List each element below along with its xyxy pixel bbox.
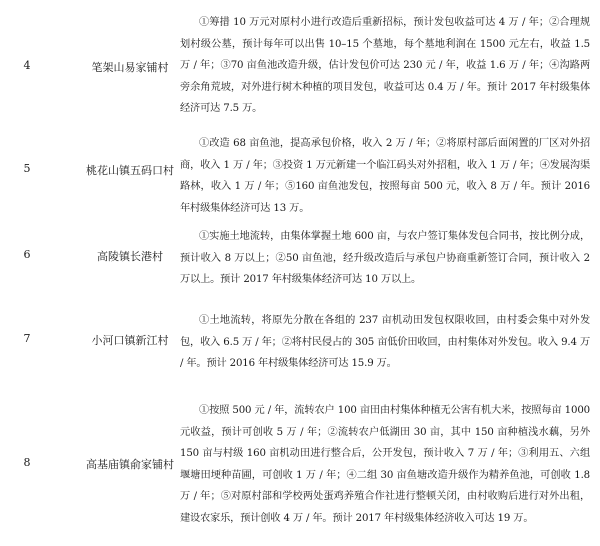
row-number: 6 bbox=[23, 248, 31, 261]
table-row bbox=[0, 222, 600, 306]
row-number: 4 bbox=[23, 59, 31, 72]
table-row bbox=[0, 0, 600, 128]
village-name: 桃花山镇五码口村 bbox=[86, 164, 174, 177]
measures-description: ①土地流转，将原先分散在各组的 237 亩机动田发包权限收回，由村委会集中对外发包，收入 6.5 万 / 年；②将村民侵占的 305 亩低价田收回，由村集体对外发包。收入 9.4 万 / 年。预计 2016 年村级集体经济可达 15.9 万。 bbox=[180, 315, 590, 370]
table-row bbox=[0, 400, 600, 546]
measures-description: ①改造 68 亩鱼池，提高承包价格，收入 2 万 / 年；②将原村部后面闲置的厂区对外招商，收入 1 万 / 年；③投资 1 万元新建一个临江码头对外招租，收入 1 万 / 年；④发展沟渠路林，收入 1 万 / 年；⑤160 亩鱼池发包，按照每亩 500 元，收入 8 万 / 年。预计 2016 年村级集体经济可达 13 万。 bbox=[180, 138, 590, 214]
row-number: 5 bbox=[23, 162, 31, 175]
village-name: 笔架山易家铺村 bbox=[91, 61, 169, 74]
table-row bbox=[0, 306, 600, 400]
measures-description: ①实施土地流转，由集体掌握土地 600 亩，与农户签订集体发包合同书，按比例分成，预计收入 8 万以上；②50 亩鱼池，经升级改造后与承包户协商重新签订合同，预计收入 2 万以上。预计 2017 年村级集体经济可达 10 万以上。 bbox=[180, 231, 590, 286]
village-name: 小河口镇新江村 bbox=[91, 334, 169, 347]
row-number: 7 bbox=[23, 332, 31, 345]
measures-description: ①按照 500 元 / 年，流转农户 100 亩田由村集体种植无公害有机大米，按照每亩 1000 元收益，预计可创收 5 万 / 年；②流转农户低湖田 30 亩，其中 150 亩种植浅水藕，另外 150 亩与村级 160 亩机动田进行整合后，公开发包，预计收入 7 万 / 年；③利用五、六组堰塘田埂种苗圃，可创收 1 万 / 年；④二组 30 亩鱼塘改造升级作为精养鱼池，可创收 1.8 万 / 年；⑤对原村部和学校两处蛋鸡养殖合作社进行整顿关闭，由村收购后进行对外出租，建设农家乐，预计创收 4 万 / 年。预计 2017 年村级集体经济收入可达 19 万。 bbox=[180, 405, 590, 524]
row-number: 8 bbox=[23, 456, 31, 469]
table-row bbox=[0, 128, 600, 222]
measures-description: ①筹措 10 万元对原村小进行改造后重新招标，预计发包收益可达 4 万 / 年；②合理规划村级公墓，预计每年可以出售 10–15 个墓地，每个墓地利润在 1500 元左右，收益 1.5 万 / 年；③70 亩鱼池改造升级，估计发包价可达 230 元 / 年，收益 1.6 万 / 年；④沟路两旁余角荒坡，对外进行树木种植的项目发包，收益可达 0.4 万 / 年。预计 2017 年村级集体经济可达 7.5 万。 bbox=[180, 17, 590, 115]
village-name: 高陵镇长港村 bbox=[97, 250, 163, 263]
village-name: 高基庙镇俞家铺村 bbox=[86, 458, 174, 471]
